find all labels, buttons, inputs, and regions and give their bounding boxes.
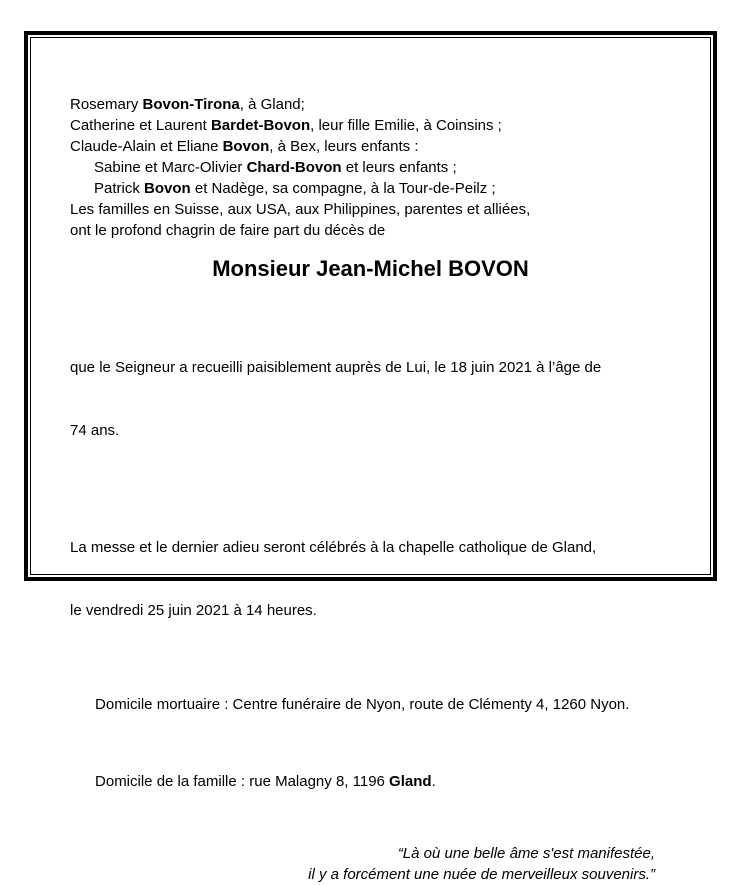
memorial-quote-line: il y a forcément une nuée de merveilleux souvenirs.” (308, 866, 655, 883)
family-name-bold: Chard-Bovon (246, 159, 342, 176)
death-paragraph (70, 315, 671, 483)
family-home-address-line (70, 750, 671, 813)
deceased-name-heading: Monsieur Jean-Michel BOVON (212, 256, 529, 281)
memorial-quote (70, 843, 671, 885)
inner-border-frame (30, 37, 711, 883)
family-line-text: , à Bex, leurs enfants : (269, 138, 419, 155)
family-line (70, 199, 671, 220)
ceremony-paragraph-line: le vendredi 25 juin 2021 à 14 heures. (70, 602, 317, 619)
family-line (70, 220, 671, 241)
family-line-text: Patrick (94, 180, 145, 197)
death-paragraph-line: 74 ans. (70, 422, 120, 439)
ceremony-paragraph-line: La messe et le dernier adieu seront célébrés à la chapelle catholique de Gland, (70, 539, 597, 556)
death-paragraph-line: que le Seigneur a recueilli paisiblement auprès de Lui, le 18 juin 2021 à l’âge de (70, 359, 602, 376)
family-line (70, 94, 671, 115)
family-name-bold: Bovon (222, 138, 270, 155)
family-line (70, 157, 671, 178)
family-home-city-bold: Gland (389, 773, 432, 790)
family-home-address-text: Domicile de la famille : rue Malagny 8, 1196 (95, 773, 390, 790)
family-line (70, 115, 671, 136)
mortuary-address-text: Domicile mortuaire : Centre funéraire de Nyon, route de Clémenty 4, 1260 Nyon. (95, 696, 630, 713)
family-line (70, 136, 671, 157)
family-line-text: Sabine et Marc-Olivier (94, 159, 247, 176)
family-home-address-text: . (431, 773, 436, 790)
family-line-text: Rosemary (70, 96, 143, 113)
family-line-text: , leur fille Emilie, à Coinsins ; (310, 117, 502, 134)
family-line-text: et leurs enfants ; (341, 159, 457, 176)
family-line (70, 178, 671, 199)
family-announcement-block (70, 94, 671, 241)
mortuary-address-line (70, 673, 671, 736)
family-name-bold: Bovon (144, 180, 191, 197)
ceremony-paragraph (70, 495, 671, 663)
family-name-bold: Bovon-Tirona (142, 96, 240, 113)
family-line-text: , à Gland; (239, 96, 305, 113)
family-line-text: et Nadège, sa compagne, à la Tour-de-Peilz ; (190, 180, 496, 197)
family-line-text: Les familles en Suisse, aux USA, aux Philippines, parentes et alliées, (70, 201, 531, 218)
family-line-text: Claude-Alain et Eliane (70, 138, 223, 155)
family-line-text: ont le profond chagrin de faire part du décès de (70, 222, 386, 239)
outer-border-frame (24, 31, 717, 883)
memorial-quote-line: “Là où une belle âme s'est manifestée, (397, 845, 655, 862)
family-line-text: Catherine et Laurent (70, 117, 211, 134)
family-name-bold: Bardet-Bovon (210, 117, 311, 134)
